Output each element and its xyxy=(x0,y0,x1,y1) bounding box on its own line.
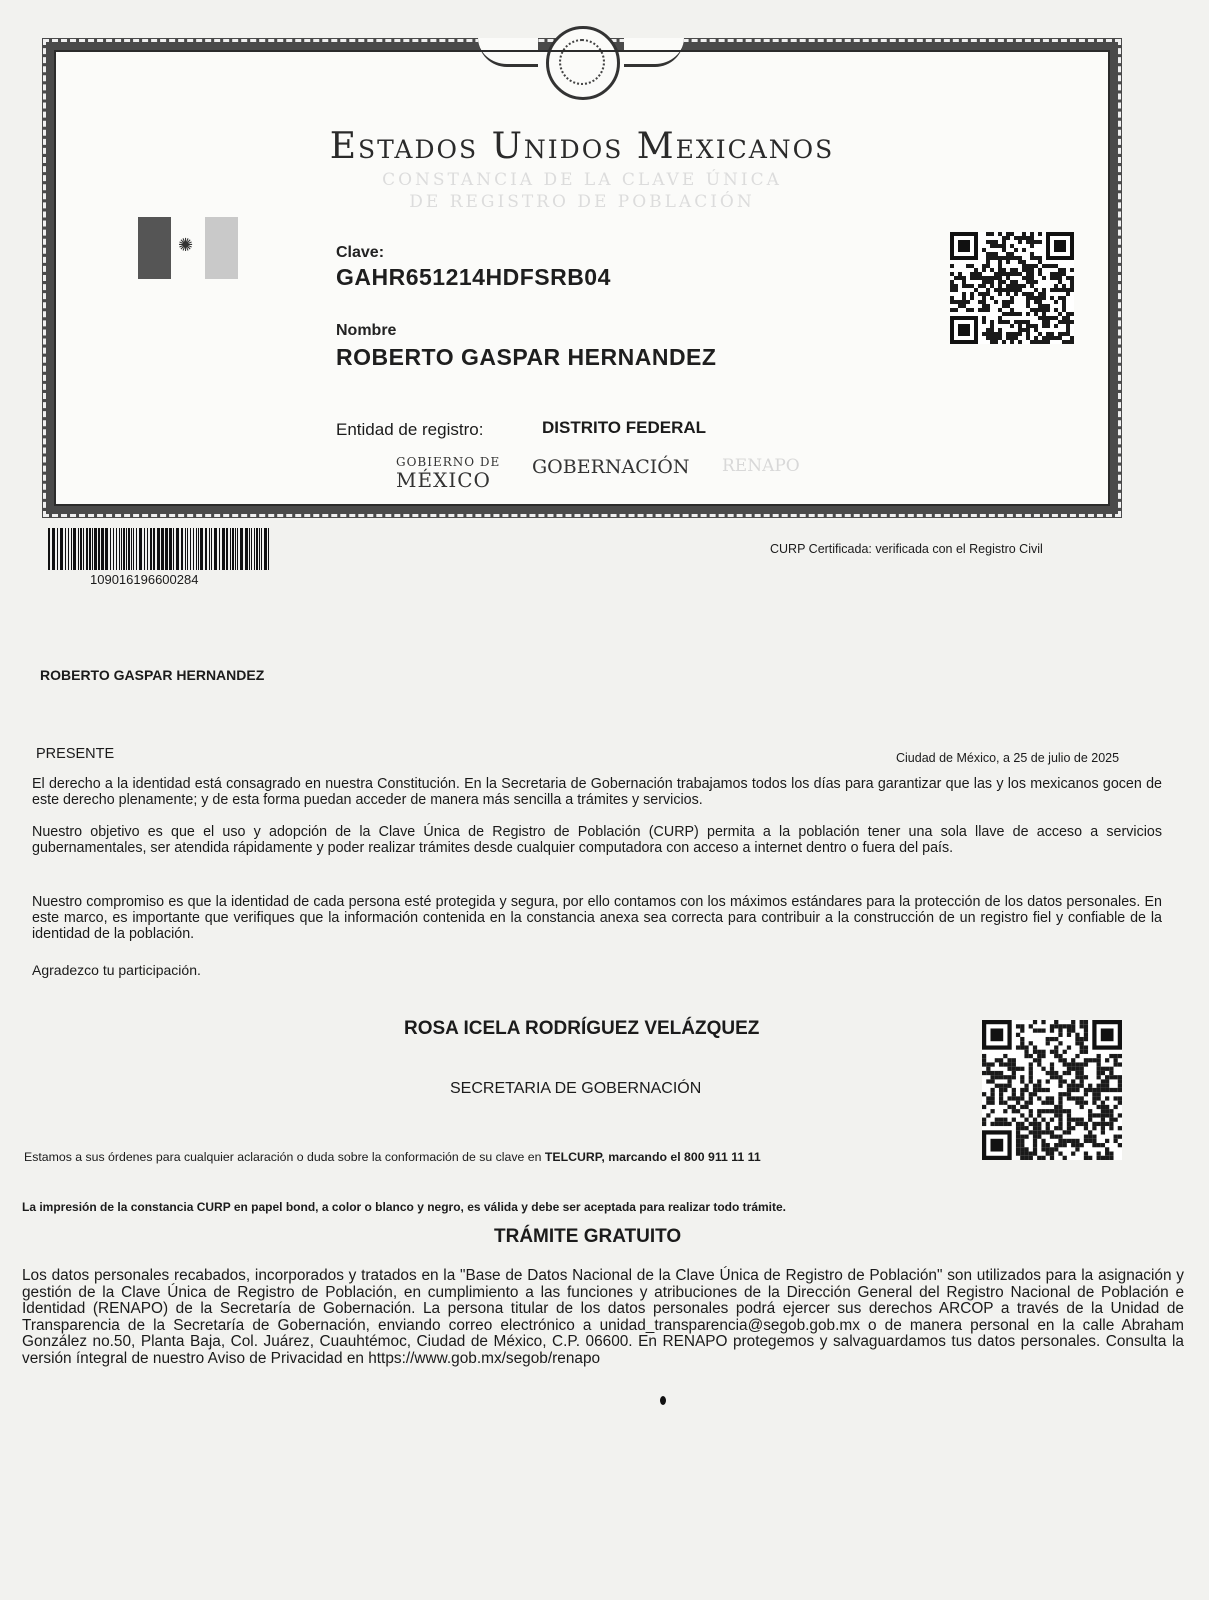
validity-note: La impresión de la constancia CURP en papel bond, a color o blanco y negro, es válida y debe ser aceptada para realizar todo trámite. xyxy=(22,1200,787,1214)
clave-value: GAHR651214HDFSRB04 xyxy=(336,264,611,290)
nombre-label: Nombre xyxy=(336,322,397,339)
signer-title: SECRETARIA DE GOBERNACIÓN xyxy=(450,1080,702,1097)
logo-renapo: RENAPO xyxy=(722,456,800,476)
contact-prefix: Estamos a sus órdenes para cualquier aclaración o duda sobre la conformación de su clave en xyxy=(24,1150,545,1164)
curp-certificate-card xyxy=(42,38,1122,518)
free-procedure-title: TRÁMITE GRATUITO xyxy=(494,1226,682,1247)
barcode-number: 109016196600284 xyxy=(90,572,199,587)
nombre-value: ROBERTO GASPAR HERNANDEZ xyxy=(336,344,717,370)
mexican-flag-icon: ✺ xyxy=(138,217,238,279)
recipient-name: ROBERTO GASPAR HERNANDEZ xyxy=(40,667,265,683)
watermark-line-1: CONSTANCIA DE LA CLAVE ÚNICA xyxy=(382,170,782,190)
contact-line xyxy=(24,1150,761,1164)
ink-dot xyxy=(660,1396,666,1405)
privacy-notice: Los datos personales recabados, incorporados y tratados en la "Base de Datos Nacional de la Clave Única de Registro de Población" son utilizados para la asignación y gestión de la Clave Única de Registro de Población, en cumplimiento a las funciones y atribuciones de la Dirección General del Registro Nacional de Población e Identidad (RENAPO) de la Secretaría de Gobernación. La persona titular de los datos personales podrá ejercer sus derechos ARCOP a través de la Unidad de Transparencia de la Secretaría de Gobernación, enviando correo electrónico a unidad_transparencia@segob.gob.mx o de manera personal en la calle Abraham González no.50, Planta Baja, Col. Juárez, Cuauhtémoc, Ciudad de México, C.P. 06600. En RENAPO protegemos y salvaguardamos tus datos personales. Consulta la versión íntegral de nuestro Aviso de Privacidad en https://www.gob.mx/segob/renapo xyxy=(22,1267,1184,1367)
signature-qr-code-icon xyxy=(982,1020,1122,1160)
watermark-line-2: DE REGISTRO DE POBLACIÓN xyxy=(409,192,755,212)
clave-label: Clave: xyxy=(336,244,385,261)
contact-phone: TELCURP, marcando el 800 911 11 11 xyxy=(544,1150,761,1164)
logo-gobierno-line-2: MÉXICO xyxy=(396,468,491,492)
national-seal-icon xyxy=(546,26,620,100)
paragraph-1: El derecho a la identidad está consagrado en nuestra Constitución. En la Secretaria de Gobernación trabajamos todos los días para garantizar que las y los mexicanos gocen de este derecho plenamente; y de esta forma puedan acceder de manera más sencilla a trámites y servicios. xyxy=(32,776,1162,808)
country-title: Estados Unidos Mexicanos xyxy=(329,126,835,167)
paragraph-3: Nuestro compromiso es que la identidad de cada persona esté protegida y segura, por ello contamos con los máximos estándares para la protección de los datos personales. En este marco, es importante que verifiques que la información contenida en la constancia anexa sea correcta para contribuir a la construcción de un registro fiel y confiable de la identidad de la población. xyxy=(32,894,1162,942)
logo-gobierno-line-1: GOBIERNO DE xyxy=(396,455,501,469)
qr-code-icon xyxy=(950,232,1074,344)
entidad-value: DISTRITO FEDERAL xyxy=(542,418,707,437)
place-date: Ciudad de México, a 25 de julio de 2025 xyxy=(896,751,1120,765)
presente-label: PRESENTE xyxy=(36,746,115,762)
signer-name: ROSA ICELA RODRÍGUEZ VELÁZQUEZ xyxy=(404,1018,760,1039)
entidad-label: Entidad de registro: xyxy=(336,420,484,439)
barcode-icon xyxy=(48,528,272,570)
certified-note: CURP Certificada: verificada con el Registro Civil xyxy=(770,542,1043,556)
seal-wing-left xyxy=(478,38,538,67)
logo-gobernacion: GOBERNACIÓN xyxy=(532,456,690,478)
paragraph-2: Nuestro objetivo es que el uso y adopción de la Clave Única de Registro de Población (CURP) permita a la población tener una sola llave de acceso a servicios gubernamentales, ser atendida rápidamente y poder realizar trámites desde cualquier computadora con acceso a internet dentro o fuera del país. xyxy=(32,824,1162,856)
seal-wing-right xyxy=(624,38,684,67)
closing-text: Agradezco tu participación. xyxy=(32,962,201,978)
